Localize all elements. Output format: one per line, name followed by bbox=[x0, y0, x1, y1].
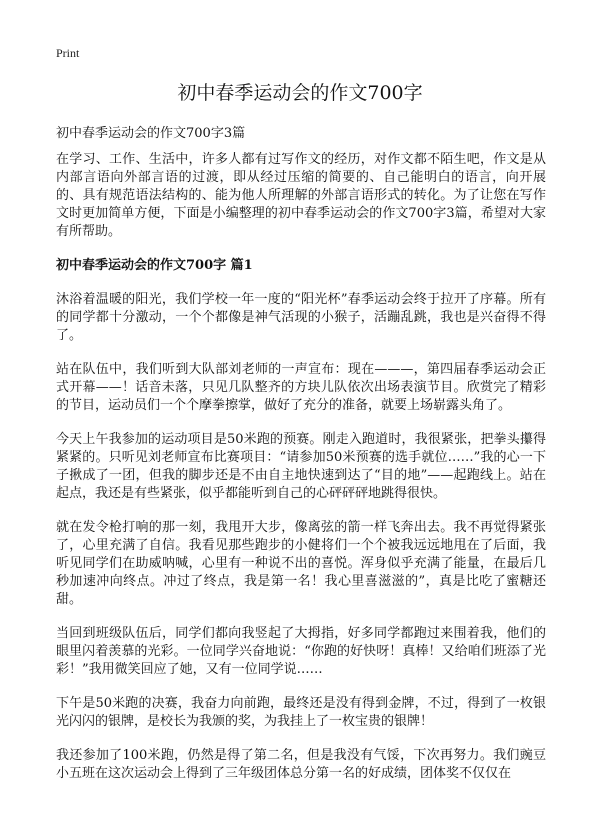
document-title: 初中春季运动会的作文700字 bbox=[177, 82, 423, 104]
intro-paragraph: 在学习、工作、生活中，许多人都有过写作文的经历，对作文都不陌生吧，作文是从内部言语向外部言语的过渡，即从经过压缩的简要的、自己能明白的语言，向开展的、具有规范语法结构的、能为他人所理解的外部言语形式的转化。为了让您在写作文时更加简单方便，下面是小编整理的初中春季运动会的作文700字3篇，希望对大家有所帮助。 bbox=[56, 152, 546, 239]
document-subtitle: 初中春季运动会的作文700字3篇 bbox=[56, 126, 246, 141]
article-paragraph-6: 下午是50米跑的决赛，我奋力向前跑，最终还是没有得到金牌，不过，得到了一枚银光闪闪的银牌，是校长为我颁的奖，为我挂上了一枚宝贵的银牌！ bbox=[56, 696, 546, 729]
article-paragraph-3: 今天上午我参加的运动项目是50米跑的预赛。刚走入跑道时，我很紧张，把拳头攥得紧紧的。只听见刘老师宣布比赛项目：“请参加50米预赛的选手就位……”我的心一下子揪成了一团，但我的脚步还是不由自主地快速到达了“目的地”——起跑线上。站在起点，我还是有些紧张，似乎都能听到自己的心砰砰砰地跳得很快。 bbox=[56, 432, 546, 501]
article-paragraph-2: 站在队伍中，我们听到大队部刘老师的一声宣布：现在———，第四届春季运动会正式开幕——！话音未落，只见几队整齐的方块儿队依次出场表演节目。欣赏完了精彩的节目，运动员们一个个摩拳擦掌，做好了充分的准备，就要上场崭露头角了。 bbox=[56, 362, 546, 413]
article-paragraph-5: 当回到班级队伍后，同学们都向我竖起了大拇指，好多同学都跑过来围着我，他们的眼里闪着羡慕的光彩。一位同学兴奋地说：“你跑的好快呀！真棒！又给咱们班添了光彩！”我用微笑回应了她，又有一位同学说…… bbox=[56, 626, 546, 677]
section-heading: 初中春季运动会的作文700字 篇1 bbox=[56, 258, 253, 273]
article-body bbox=[56, 151, 546, 799]
print-link[interactable]: Print bbox=[56, 46, 80, 60]
article-paragraph-7: 我还参加了100米跑，仍然是得了第二名，但是我没有气馁，下次再努力。我们豌豆小五班在这次运动会上得到了三年级团体总分第一名的好成绩，团体奖不仅仅在 bbox=[56, 748, 546, 781]
article-paragraph-4: 就在发令枪打响的那一刻，我甩开大步，像离弦的箭一样飞奔出去。我不再觉得紧张了，心里充满了自信。我看见那些跑步的小健将们一个个被我远远地甩在了后面，我听见同学们在助威呐喊，心里有一种说不出的喜悦。浑身似乎充满了能量，在最后几秒加速冲向终点。冲过了终点，我是第一名！我心里喜滋滋的”，真是比吃了蜜糖还甜。 bbox=[56, 520, 546, 607]
article-paragraph-1: 沐浴着温暖的阳光，我们学校一年一度的“阳光杯”春季运动会终于拉开了序幕。所有的同学都十分激动，一个个都像是神气活现的小猴子，活蹦乱跳，我也是兴奋得不得了。 bbox=[56, 292, 546, 343]
